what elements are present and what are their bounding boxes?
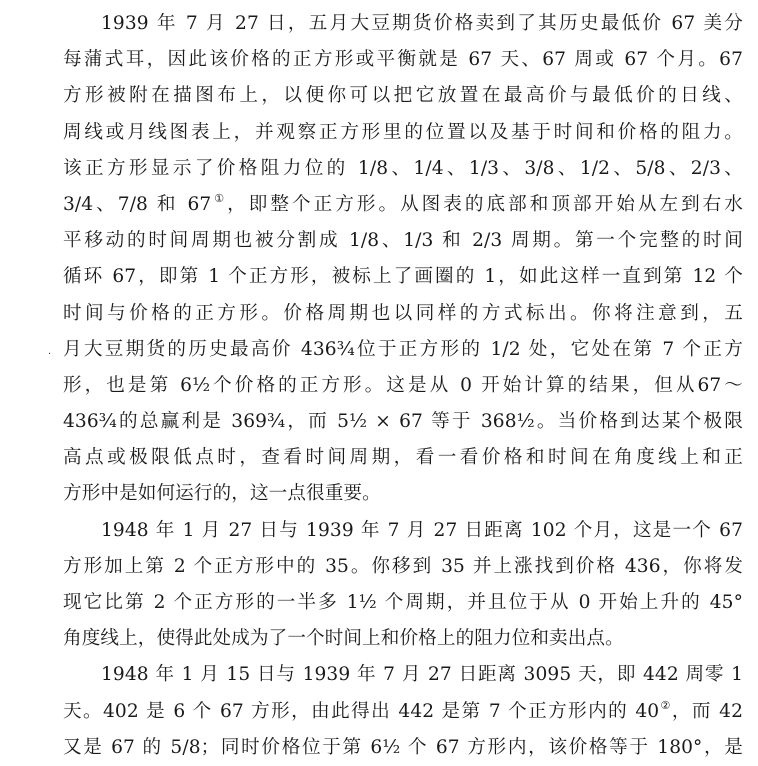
text-line-content: 月大豆期货的历史最高价 436¾位于正方形的 1/2 处，它处在第 7 个正方: [63, 338, 743, 360]
text-line: [63, 585, 743, 621]
text-line: [63, 440, 743, 476]
text-line: [63, 78, 743, 114]
text-line-content: 时间与价格的正方形。价格周期也以同样的方式标出。你将注意到，五: [63, 302, 743, 324]
text-line: [63, 151, 743, 187]
text-line: [63, 259, 743, 295]
text-line: [63, 42, 743, 78]
text-line: [63, 694, 743, 730]
text-line: [63, 6, 743, 42]
text-line-content: 3/4、7/8 和 67: [63, 193, 212, 215]
text-line: [63, 476, 743, 512]
text-line-content: 方形被附在描图布上，以便你可以把它放置在最高价与最低价的日线、: [63, 85, 743, 107]
text-line: [63, 223, 743, 259]
footnote-ref: ①: [211, 191, 228, 205]
text-line: [63, 368, 743, 404]
text-line: [63, 332, 743, 368]
text-line-content: 1948 年 1 月 15 日与 1939 年 7 月 27 日距离 3095 天，即 442 周零 1: [101, 664, 743, 686]
text-line: [63, 657, 743, 693]
text-line-content: 该正方形显示了价格阻力位的 1/8、1/4、1/3、3/8、1/2、5/8、2/3、: [63, 157, 743, 179]
text-line-continuation: ，而 42: [671, 700, 743, 722]
text-line-content: 形，也是第 6½个价格的正方形。这是从 0 开始计算的结果，但从67～: [63, 374, 743, 396]
text-line-content: 平移动的时间周期也被分割成 1/8、1/3 和 2/3 周期。第一个完整的时间: [63, 230, 743, 252]
text-line-content: 周线或月线图表上，并观察正方形里的位置以及基于时间和价格的阻力。: [63, 121, 743, 143]
text-line: [63, 404, 743, 440]
margin-mark: ·: [48, 349, 52, 360]
footnote-ref: ②: [659, 698, 672, 712]
text-line: [63, 513, 743, 549]
text-line-continuation: ，即整个正方形。从图表的底部和顶部开始从左到右水: [227, 193, 743, 215]
text-line: [63, 549, 743, 585]
text-line-content: 1948 年 1 月 27 日与 1939 年 7 月 27 日距离 102 个月，这是一个 67: [101, 519, 743, 541]
text-line-content: 方形加上第 2 个正方形中的 35。你移到 35 并上涨找到价格 436，你将发: [63, 555, 743, 577]
text-line-content: 方形中是如何运行的，这一点很重要。: [63, 483, 381, 505]
text-line: [63, 296, 743, 332]
text-line: [63, 187, 743, 223]
text-line-content: 高点或极限低点时，查看时间周期，看一看价格和时间在角度线上和正: [63, 447, 743, 469]
text-line: [63, 730, 743, 766]
text-line-content: 又是 67 的 5/8；同时价格位于第 6½ 个 67 方形内，该价格等于 180°，是: [63, 736, 743, 758]
body-text: [63, 6, 743, 766]
text-line: [63, 115, 743, 151]
text-line-content: 角度线上，使得此处成为了一个时间上和价格上的阻力位和卖出点。: [63, 628, 624, 650]
text-line-content: 1939 年 7 月 27 日，五月大豆期货价格卖到了其历史最低价 67 美分: [101, 13, 743, 34]
text-line: [63, 621, 743, 657]
text-line-content: 每蒲式耳，因此该价格的正方形或平衡就是 67 天、67 周或 67 个月。67: [63, 49, 743, 71]
text-line-content: 现它比第 2 个正方形的一半多 1½ 个周期，并且位于从 0 开始上升的 45°: [63, 592, 743, 613]
text-line-content: 436¾的总赢利是 369¾，而 5½ × 67 等于 368½。当价格到达某个极限: [63, 411, 743, 433]
text-line-content: 天。402 是 6 个 67 方形，由此得出 442 是第 7 个正方形内的 40: [63, 700, 660, 722]
text-line-content: 循环 67，即第 1 个正方形，被标上了画圈的 1，如此这样一直到第 12 个: [63, 266, 743, 288]
